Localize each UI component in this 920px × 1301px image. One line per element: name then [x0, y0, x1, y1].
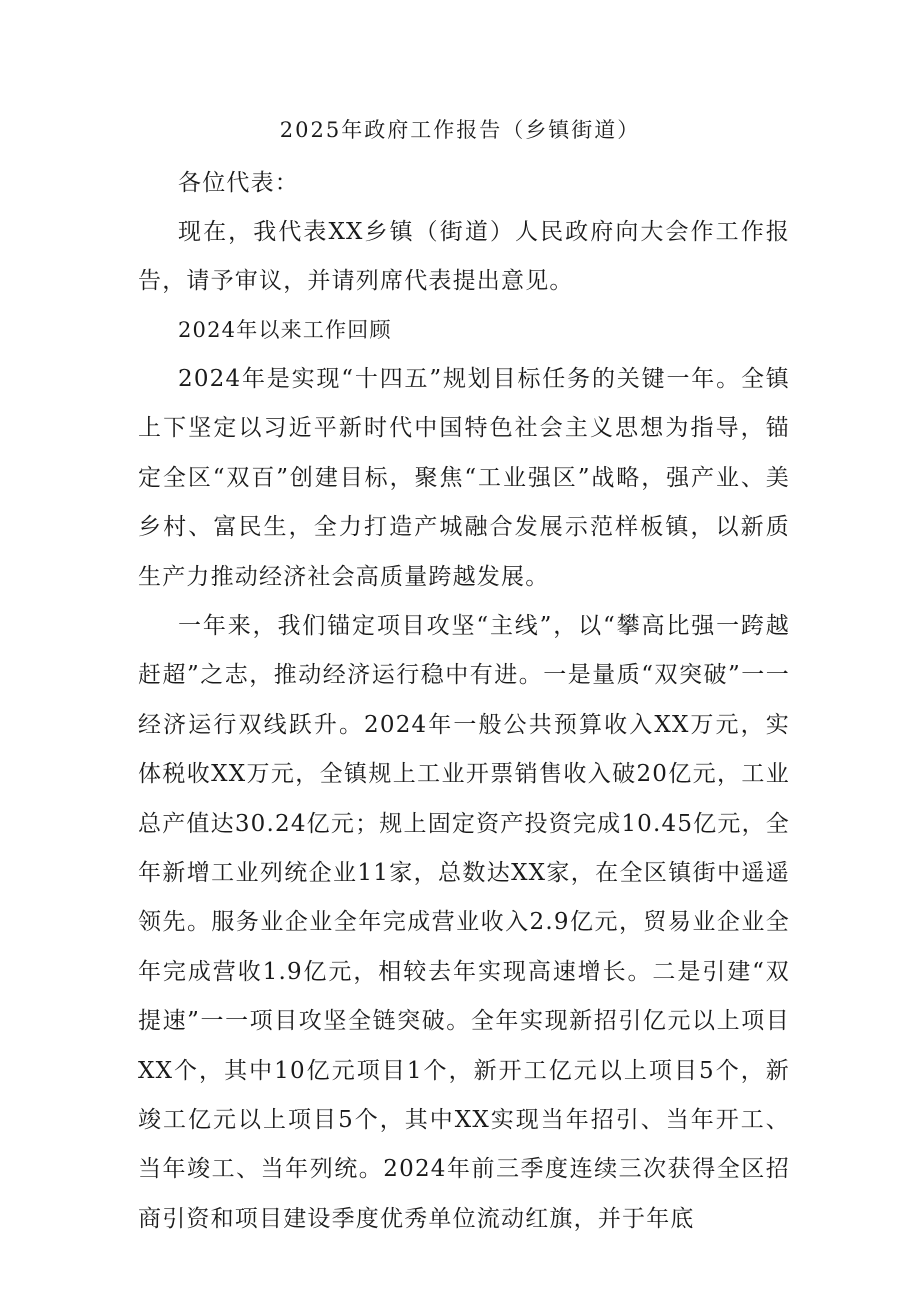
intro-paragraph: 现在，我代表XX乡镇（街道）人民政府向大会作工作报告，请予审议，并请列席代表提出意见。: [138, 219, 790, 295]
body-paragraph-2: 一年来，我们锚定项目攻坚“主线”，以“攀高比强一跨越赶超”之志，推动经济运行稳中有进。一是量质“双突破”一一经济运行双线跃升。2024年一般公共预算收入XX万元，实体税收XX万元，全镇规上工业开票销售收入破20亿元，工业总产值达30.24亿元；规上固定资产投资完成10.45亿元，全年新增工业列统企业11家，总数达XX家，在全区镇街中遥遥领先。服务业企业全年完成营业收入2.9亿元，贸易业企业全年完成营收1.9亿元，相较去年实现高速增长。二是引建“双提速”一一项目攻坚全链突破。全年实现新招引亿元以上项目XX个，其中10亿元项目1个，新开工亿元以上项目5个，新竣工亿元以上项目5个，其中XX实现当年招引、当年开工、当年竣工、当年列统。2024年前三季度连续三次获得全区招商引资和项目建设季度优秀单位流动红旗，并于年底: [138, 613, 790, 1232]
document-title: 2025年政府工作报告（乡镇街道）: [279, 118, 641, 142]
salutation: 各位代表：: [178, 170, 299, 196]
body-paragraph-1: 2024年是实现“十四五”规划目标任务的关键一年。全镇上下坚定以习近平新时代中国特色社会主义思想为指导，锚定全区“双百”创建目标，聚焦“工业强区”战略，强产业、美乡村、富民生，全力打造产城融合发展示范样板镇，以新质生产力推动经济社会高质量跨越发展。: [138, 366, 790, 590]
section-heading: 2024年以来工作回顾: [178, 318, 392, 342]
